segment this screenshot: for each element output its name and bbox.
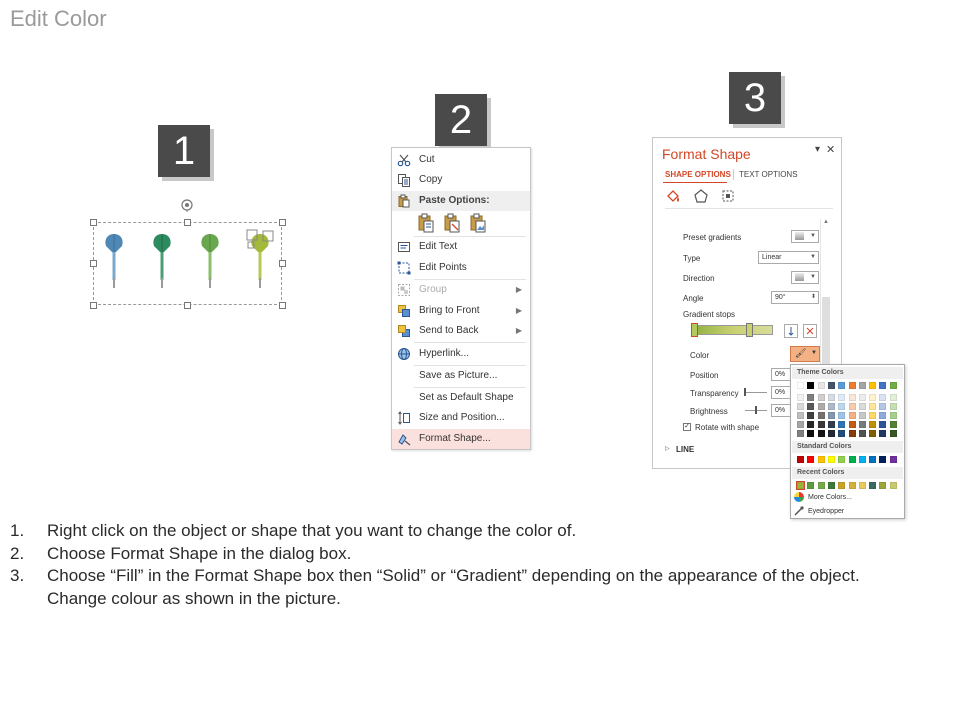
dropdown-arrow-icon: ▼ <box>811 350 817 356</box>
resize-handle[interactable] <box>184 302 191 309</box>
expand-arrow-icon[interactable]: ▷ <box>665 446 670 452</box>
gradient-stop-handle[interactable] <box>691 323 698 337</box>
recent-colors-heading: Recent Colors <box>792 467 903 479</box>
close-icon[interactable]: ✕ <box>826 144 836 156</box>
theme-shade-swatch[interactable] <box>797 430 804 437</box>
instruction-text: Choose “Fill” in the Format Shape box then “Solid” or “Gradient” depending on the appearance of the object. <box>47 566 860 585</box>
instruction-text: Change colour as shown in the picture. <box>47 588 341 608</box>
menu-item-label: Paste Options: <box>419 195 490 206</box>
remove-gradient-stop-icon[interactable] <box>803 324 817 338</box>
theme-color-swatch[interactable] <box>838 382 845 389</box>
theme-color-swatch[interactable] <box>869 382 876 389</box>
theme-shade-swatch[interactable] <box>890 403 897 410</box>
pane-divider <box>665 208 833 209</box>
send-to-back-icon <box>397 324 411 338</box>
rotate-handle-icon[interactable] <box>180 198 194 212</box>
submenu-arrow-icon: ▶ <box>515 285 522 294</box>
angle-spinner[interactable] <box>771 291 819 304</box>
eyedropper-icon <box>794 506 804 516</box>
theme-shade-swatch[interactable] <box>869 430 876 437</box>
theme-shade-swatch[interactable] <box>869 421 876 428</box>
label-angle: Angle <box>683 294 704 303</box>
theme-shade-swatch[interactable] <box>828 430 835 437</box>
position-value: 0% <box>775 371 786 378</box>
resize-handle[interactable] <box>184 219 191 226</box>
recent-color-swatch[interactable] <box>890 482 897 489</box>
recent-color-swatch[interactable] <box>879 482 886 489</box>
context-menu <box>391 147 531 450</box>
theme-color-swatch[interactable] <box>807 382 814 389</box>
color-dropdown-button[interactable] <box>790 346 820 362</box>
theme-color-swatch[interactable] <box>818 382 825 389</box>
dropdown-arrow-icon: ▼ <box>810 274 816 280</box>
paste-icon <box>397 194 411 208</box>
theme-shade-swatch[interactable] <box>838 430 845 437</box>
active-tab-underline <box>663 182 727 183</box>
brightness-spinner[interactable] <box>771 404 791 417</box>
edit-text-icon <box>397 240 411 254</box>
menu-item-hyperlink[interactable] <box>392 344 530 364</box>
recent-color-swatch[interactable] <box>797 482 804 489</box>
size-properties-icon[interactable] <box>720 188 736 204</box>
menu-item-label: Edit Text <box>419 241 458 252</box>
menu-item-bring-to-front[interactable] <box>392 301 530 321</box>
dart-green-icon <box>199 232 221 292</box>
resize-handle[interactable] <box>279 302 286 309</box>
eyedropper-link[interactable]: Eyedropper <box>808 508 845 515</box>
instruction-item <box>10 543 860 566</box>
type-value: Linear <box>762 254 782 261</box>
paint-bucket-icon: 🖌 <box>795 348 807 358</box>
resize-handle[interactable] <box>279 219 286 226</box>
menu-item-label: Cut <box>419 154 435 165</box>
format-shape-icon <box>397 432 411 446</box>
standard-color-swatch[interactable] <box>797 456 804 463</box>
label-type: Type <box>683 254 701 263</box>
step-1-badge: 1 <box>158 125 210 177</box>
recent-color-swatch[interactable] <box>818 482 825 489</box>
standard-colors-heading: Standard Colors <box>792 441 903 453</box>
label-direction: Direction <box>683 274 715 283</box>
theme-shade-swatch[interactable] <box>807 421 814 428</box>
menu-item-label: Send to Back <box>419 325 479 336</box>
theme-color-swatch[interactable] <box>890 382 897 389</box>
theme-shade-swatch[interactable] <box>890 421 897 428</box>
theme-shade-swatch[interactable] <box>879 412 886 419</box>
theme-shade-swatch[interactable] <box>838 421 845 428</box>
menu-item-edit-text[interactable] <box>392 237 530 257</box>
rotate-with-shape-checkbox[interactable]: ✓ <box>684 423 690 430</box>
theme-shade-swatch[interactable] <box>818 430 825 437</box>
standard-color-swatch[interactable] <box>838 456 845 463</box>
label-color: Color <box>690 351 710 360</box>
theme-shade-swatch[interactable] <box>838 403 845 410</box>
menu-item-edit-points[interactable] <box>392 258 530 278</box>
step-2-badge: 2 <box>435 94 487 146</box>
theme-shade-swatch[interactable] <box>807 394 814 401</box>
resize-handle[interactable] <box>279 260 286 267</box>
paste-picture-icon[interactable] <box>469 213 487 233</box>
fill-line-icon[interactable] <box>665 188 681 204</box>
color-picker-popup <box>790 364 905 519</box>
dart-teal-icon <box>151 232 173 292</box>
submenu-arrow-icon: ▶ <box>515 306 522 315</box>
bring-to-front-icon <box>397 304 411 318</box>
theme-color-swatch[interactable] <box>859 382 866 389</box>
theme-shade-swatch[interactable] <box>818 394 825 401</box>
theme-shade-swatch[interactable] <box>818 421 825 428</box>
menu-item-label: Copy <box>419 174 443 185</box>
scroll-up-icon[interactable]: ▲ <box>823 219 829 225</box>
theme-shade-swatch[interactable] <box>849 394 856 401</box>
theme-shade-swatch[interactable] <box>879 403 886 410</box>
menu-item-label: Hyperlink... <box>419 348 470 359</box>
group-icon <box>397 283 411 297</box>
recent-color-swatch[interactable] <box>828 482 835 489</box>
tab-divider <box>733 169 734 180</box>
theme-shade-swatch[interactable] <box>818 403 825 410</box>
effects-icon[interactable] <box>693 188 709 204</box>
recent-color-swatch[interactable] <box>807 482 814 489</box>
resize-handle[interactable] <box>90 302 97 309</box>
recent-color-swatch[interactable] <box>859 482 866 489</box>
theme-shade-swatch[interactable] <box>890 412 897 419</box>
dropdown-arrow-icon: ▼ <box>810 254 816 260</box>
theme-shade-swatch[interactable] <box>859 421 866 428</box>
edit-points-icon <box>397 261 411 275</box>
dropdown-arrow-icon: ▼ <box>810 233 816 239</box>
label-brightness: Brightness <box>690 407 728 416</box>
theme-shade-swatch[interactable] <box>869 394 876 401</box>
theme-shade-swatch[interactable] <box>797 394 804 401</box>
hyperlink-icon <box>397 347 411 361</box>
theme-color-swatch[interactable] <box>849 382 856 389</box>
brightness-slider-thumb[interactable] <box>755 406 757 414</box>
add-gradient-stop-icon[interactable] <box>784 324 798 338</box>
transparency-slider[interactable] <box>745 392 767 393</box>
paste-keep-formatting-icon[interactable] <box>417 213 435 233</box>
instruction-item <box>10 565 860 588</box>
menu-item-label: Bring to Front <box>419 305 480 316</box>
label-position: Position <box>690 371 719 380</box>
theme-color-swatch[interactable] <box>879 382 886 389</box>
theme-shade-swatch[interactable] <box>828 421 835 428</box>
menu-item-cut[interactable] <box>392 150 530 170</box>
theme-shade-swatch[interactable] <box>828 412 835 419</box>
standard-color-swatch[interactable] <box>879 456 886 463</box>
type-dropdown[interactable] <box>758 251 819 264</box>
theme-color-swatch[interactable] <box>828 382 835 389</box>
theme-shade-swatch[interactable] <box>838 412 845 419</box>
theme-shade-swatch[interactable] <box>859 430 866 437</box>
menu-item-label: Save as Picture... <box>419 370 498 381</box>
theme-shade-swatch[interactable] <box>797 412 804 419</box>
instruction-item <box>10 520 860 543</box>
label-preset-gradients: Preset gradients <box>683 233 742 242</box>
format-shape-title: Format Shape <box>662 146 751 162</box>
gradient-stops-bar[interactable] <box>691 325 773 335</box>
line-section-header[interactable]: LINE <box>676 445 695 454</box>
standard-color-swatch[interactable] <box>849 456 856 463</box>
menu-item-label: Size and Position... <box>419 412 505 423</box>
color-wheel-icon <box>794 492 804 502</box>
theme-shade-swatch[interactable] <box>879 394 886 401</box>
transparency-value: 0% <box>775 389 786 396</box>
recent-color-swatch[interactable] <box>838 482 845 489</box>
theme-shade-swatch[interactable] <box>869 412 876 419</box>
theme-shade-swatch[interactable] <box>869 403 876 410</box>
dart-olive-icon <box>245 228 275 292</box>
theme-shade-swatch[interactable] <box>797 403 804 410</box>
theme-shade-swatch[interactable] <box>807 403 814 410</box>
menu-item-set-default-shape[interactable] <box>392 388 530 408</box>
instruction-text: Choose Format Shape in the dialog box. <box>47 543 352 563</box>
theme-shade-swatch[interactable] <box>828 403 835 410</box>
instruction-number: 3. <box>10 566 25 585</box>
instruction-item <box>10 588 860 611</box>
menu-item-copy[interactable] <box>392 170 530 190</box>
instruction-number: 1. <box>10 521 25 540</box>
tab-text-options[interactable]: TEXT OPTIONS <box>739 170 798 179</box>
menu-paste-options-header <box>392 191 530 211</box>
standard-color-swatch[interactable] <box>869 456 876 463</box>
recent-color-swatch[interactable] <box>849 482 856 489</box>
theme-shade-swatch[interactable] <box>849 412 856 419</box>
angle-value: 90° <box>775 294 786 301</box>
theme-shade-swatch[interactable] <box>879 421 886 428</box>
standard-color-swatch[interactable] <box>828 456 835 463</box>
copy-icon <box>397 173 411 187</box>
menu-item-label: Format Shape... <box>419 433 491 444</box>
theme-shade-swatch[interactable] <box>849 403 856 410</box>
scissors-icon <box>397 153 411 167</box>
menu-item-group[interactable] <box>392 280 530 300</box>
dart-blue-icon <box>103 232 125 292</box>
standard-color-swatch[interactable] <box>818 456 825 463</box>
label-transparency: Transparency <box>690 389 739 398</box>
preset-gradients-dropdown[interactable] <box>791 230 819 243</box>
tab-shape-options[interactable]: SHAPE OPTIONS <box>665 170 731 179</box>
theme-shade-swatch[interactable] <box>859 412 866 419</box>
theme-shade-swatch[interactable] <box>890 430 897 437</box>
theme-shade-swatch[interactable] <box>859 403 866 410</box>
theme-shade-swatch[interactable] <box>879 430 886 437</box>
label-rotate-with-shape: Rotate with shape <box>695 423 760 432</box>
menu-item-label: Edit Points <box>419 262 467 273</box>
instruction-text: Right click on the object or shape that you want to change the color of. <box>47 521 577 540</box>
theme-shade-swatch[interactable] <box>828 394 835 401</box>
theme-color-swatch[interactable] <box>797 382 804 389</box>
theme-shade-swatch[interactable] <box>849 430 856 437</box>
menu-item-label: Group <box>419 284 447 295</box>
pane-options-dropdown-icon[interactable]: ▾ <box>815 144 821 155</box>
menu-item-format-shape[interactable] <box>392 429 530 449</box>
gradient-swatch-icon <box>795 273 804 281</box>
transparency-slider-thumb[interactable] <box>744 388 746 396</box>
standard-color-swatch[interactable] <box>859 456 866 463</box>
theme-shade-swatch[interactable] <box>818 412 825 419</box>
position-spinner[interactable] <box>771 368 791 381</box>
standard-color-swatch[interactable] <box>890 456 897 463</box>
theme-shade-swatch[interactable] <box>807 412 814 419</box>
menu-item-size-position[interactable] <box>392 408 530 428</box>
standard-color-swatch[interactable] <box>807 456 814 463</box>
more-colors-link[interactable]: More Colors... <box>808 494 852 501</box>
recent-color-swatch[interactable] <box>869 482 876 489</box>
theme-shade-swatch[interactable] <box>890 394 897 401</box>
menu-item-label: Set as Default Shape <box>419 392 514 403</box>
resize-handle[interactable] <box>90 260 97 267</box>
theme-shade-swatch[interactable] <box>859 394 866 401</box>
menu-item-save-as-picture[interactable] <box>392 366 530 386</box>
paste-text-only-icon[interactable] <box>443 213 461 233</box>
gradient-stop-handle[interactable] <box>746 323 753 337</box>
theme-colors-heading: Theme Colors <box>792 367 903 379</box>
menu-separator <box>414 342 526 343</box>
resize-handle[interactable] <box>90 219 97 226</box>
brightness-value: 0% <box>775 407 786 414</box>
theme-shade-swatch[interactable] <box>797 421 804 428</box>
theme-shade-swatch[interactable] <box>838 394 845 401</box>
instruction-number: 2. <box>10 543 25 563</box>
menu-item-send-to-back[interactable] <box>392 321 530 341</box>
transparency-spinner[interactable] <box>771 386 791 399</box>
page-title: Edit Color <box>10 6 107 31</box>
label-gradient-stops: Gradient stops <box>683 310 736 319</box>
theme-shade-swatch[interactable] <box>849 421 856 428</box>
instructions-list <box>10 520 860 610</box>
theme-shade-swatch[interactable] <box>807 430 814 437</box>
spinner-arrows-icon: ⬍ <box>810 294 816 300</box>
step-3-badge: 3 <box>729 72 781 124</box>
gradient-swatch-icon <box>795 232 804 240</box>
submenu-arrow-icon: ▶ <box>515 326 522 335</box>
direction-dropdown[interactable] <box>791 271 819 284</box>
size-position-icon <box>397 411 411 425</box>
